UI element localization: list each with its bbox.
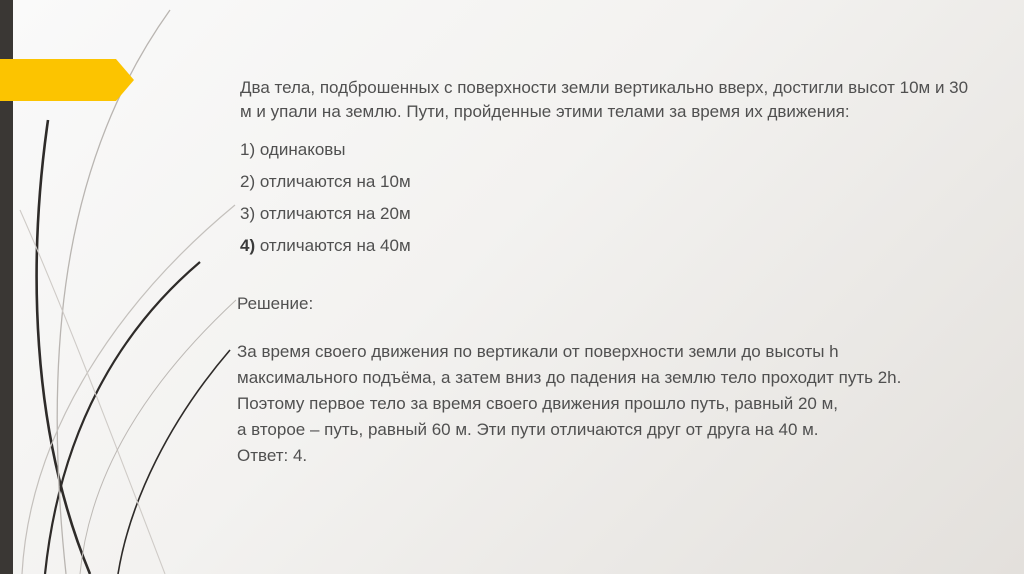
solution-line-3: Поэтому первое тело за время своего движения прошло путь, равный 20 м, bbox=[237, 394, 839, 413]
option-2-number: 2) bbox=[240, 172, 256, 191]
accent-tab bbox=[0, 59, 134, 101]
option-3-number: 3) bbox=[240, 204, 256, 223]
curve-grey-4 bbox=[80, 300, 236, 574]
curve-dark-3 bbox=[118, 350, 230, 574]
solution-line-2: максимального подъёма, а затем вниз до падения на землю тело проходит путь 2h. bbox=[237, 368, 902, 387]
option-4-text: отличаются на 40м bbox=[255, 236, 411, 255]
option-3-text: отличаются на 20м bbox=[255, 204, 411, 223]
answer-options bbox=[240, 134, 980, 262]
option-1-text: одинаковы bbox=[255, 140, 346, 159]
curve-dark-1 bbox=[37, 120, 90, 574]
question-text: Два тела, подброшенных с поверхности земли вертикально вверх, достигли высот 10м и 30 м и упали на землю. Пути, пройденные этими телами за время их движения: bbox=[240, 78, 969, 121]
option-4 bbox=[240, 230, 980, 262]
solution-title: Решение: bbox=[237, 294, 314, 313]
content bbox=[237, 76, 980, 469]
curve-grey-3 bbox=[20, 210, 165, 574]
option-2 bbox=[240, 166, 980, 198]
solution-line-1: За время своего движения по вертикали от поверхности земли до высоты h bbox=[237, 342, 839, 361]
option-4-number: 4) bbox=[240, 236, 256, 255]
option-1 bbox=[240, 134, 980, 166]
option-2-text: отличаются на 10м bbox=[255, 172, 411, 191]
solution-line-4: а второе – путь, равный 60 м. Эти пути отличаются друг от друга на 40 м. bbox=[237, 420, 819, 439]
option-3 bbox=[240, 198, 980, 230]
curve-dark-2 bbox=[45, 262, 200, 574]
solution-text bbox=[237, 339, 980, 469]
answer-line: Ответ: 4. bbox=[237, 446, 308, 465]
option-1-number: 1) bbox=[240, 140, 256, 159]
